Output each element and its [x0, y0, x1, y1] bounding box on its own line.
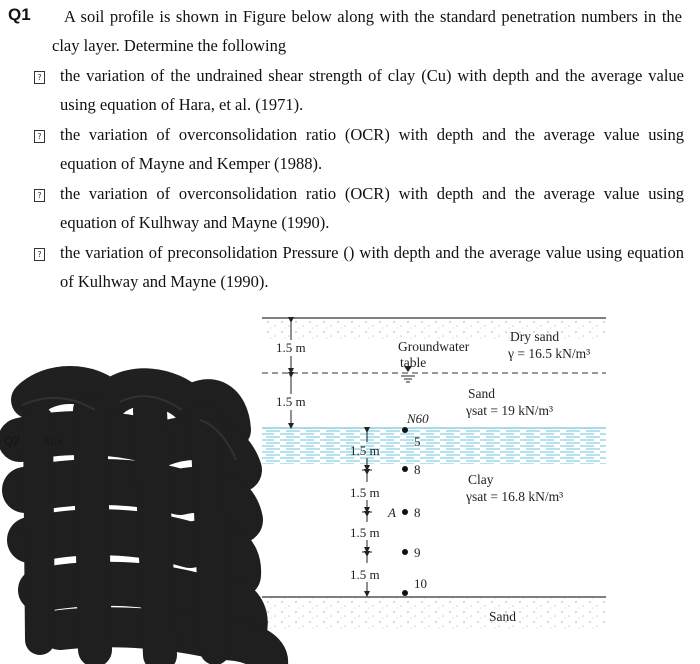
question-2-number: Q2: [4, 434, 21, 448]
question-intro-text: A soil profile is shown in Figure below along with the standard penetration numbers in the clay layer. Determine the following: [52, 7, 682, 55]
spt-point-3: [402, 509, 408, 515]
spt-point-2: [402, 466, 408, 472]
clay-dim-label-1: 1.5 m: [350, 443, 380, 458]
question-item-3: the variation of overconsolidation ratio (OCR) with depth and the average value using equation of Kulhway and Mayne (1990).: [60, 184, 684, 232]
bullet-icon: ?: [34, 130, 45, 143]
groundwater-label-2: table: [400, 355, 427, 370]
clay-label: Clay: [468, 472, 494, 487]
clay-top-water-band: [262, 428, 606, 464]
point-a-label: A: [388, 505, 396, 520]
dim-sand-label: 1.5 m: [276, 394, 306, 409]
groundwater-label: Groundwater: [398, 339, 470, 354]
bullet-icon: ?: [34, 189, 45, 202]
bottom-sand-label: Sand: [489, 609, 516, 624]
dim-dry-sand-label: 1.5 m: [276, 340, 306, 355]
bullet-icon: ?: [34, 248, 45, 261]
bullet-icon: ?: [34, 71, 45, 84]
question-item-2: the variation of overconsolidation ratio (OCR) with depth and the average value using equation of Mayne and Kemper (1988).: [60, 125, 684, 173]
question-item-1: the variation of the undrained shear strength of clay (Cu) with depth and the average value using equation of Hara, et al. (1971).: [60, 66, 684, 114]
question-2-text: Site: [44, 434, 63, 448]
dry-sand-unit-weight: γ = 16.5 kN/m³: [508, 346, 591, 361]
n60-value-3: 8: [414, 505, 421, 520]
clay-dim-label-3: 1.5 m: [350, 525, 380, 540]
n60-header: N60: [407, 411, 429, 426]
n60-value-2: 8: [414, 462, 421, 477]
spt-point-5: [402, 590, 408, 596]
sand-unit-weight: γsat = 19 kN/m³: [466, 403, 553, 418]
spt-point-1: [402, 427, 408, 433]
sand-label: Sand: [468, 386, 495, 401]
dry-sand-label: Dry sand: [510, 329, 560, 344]
clay-unit-weight: γsat = 16.8 kN/m³: [466, 489, 564, 504]
question-item-4: the variation of preconsolidation Pressure () with depth and the average value using equation of Kulhway and Mayne (1990).: [60, 243, 684, 291]
n60-value-1: 5: [414, 434, 421, 449]
question-number: Q1: [8, 5, 31, 24]
clay-dim-label-4: 1.5 m: [350, 567, 380, 582]
n60-value-4: 9: [414, 545, 421, 560]
n60-value-5: 10: [414, 576, 427, 591]
clay-dim-label-2: 1.5 m: [350, 485, 380, 500]
bottom-sand-texture: [262, 597, 606, 631]
spt-point-4: [402, 549, 408, 555]
